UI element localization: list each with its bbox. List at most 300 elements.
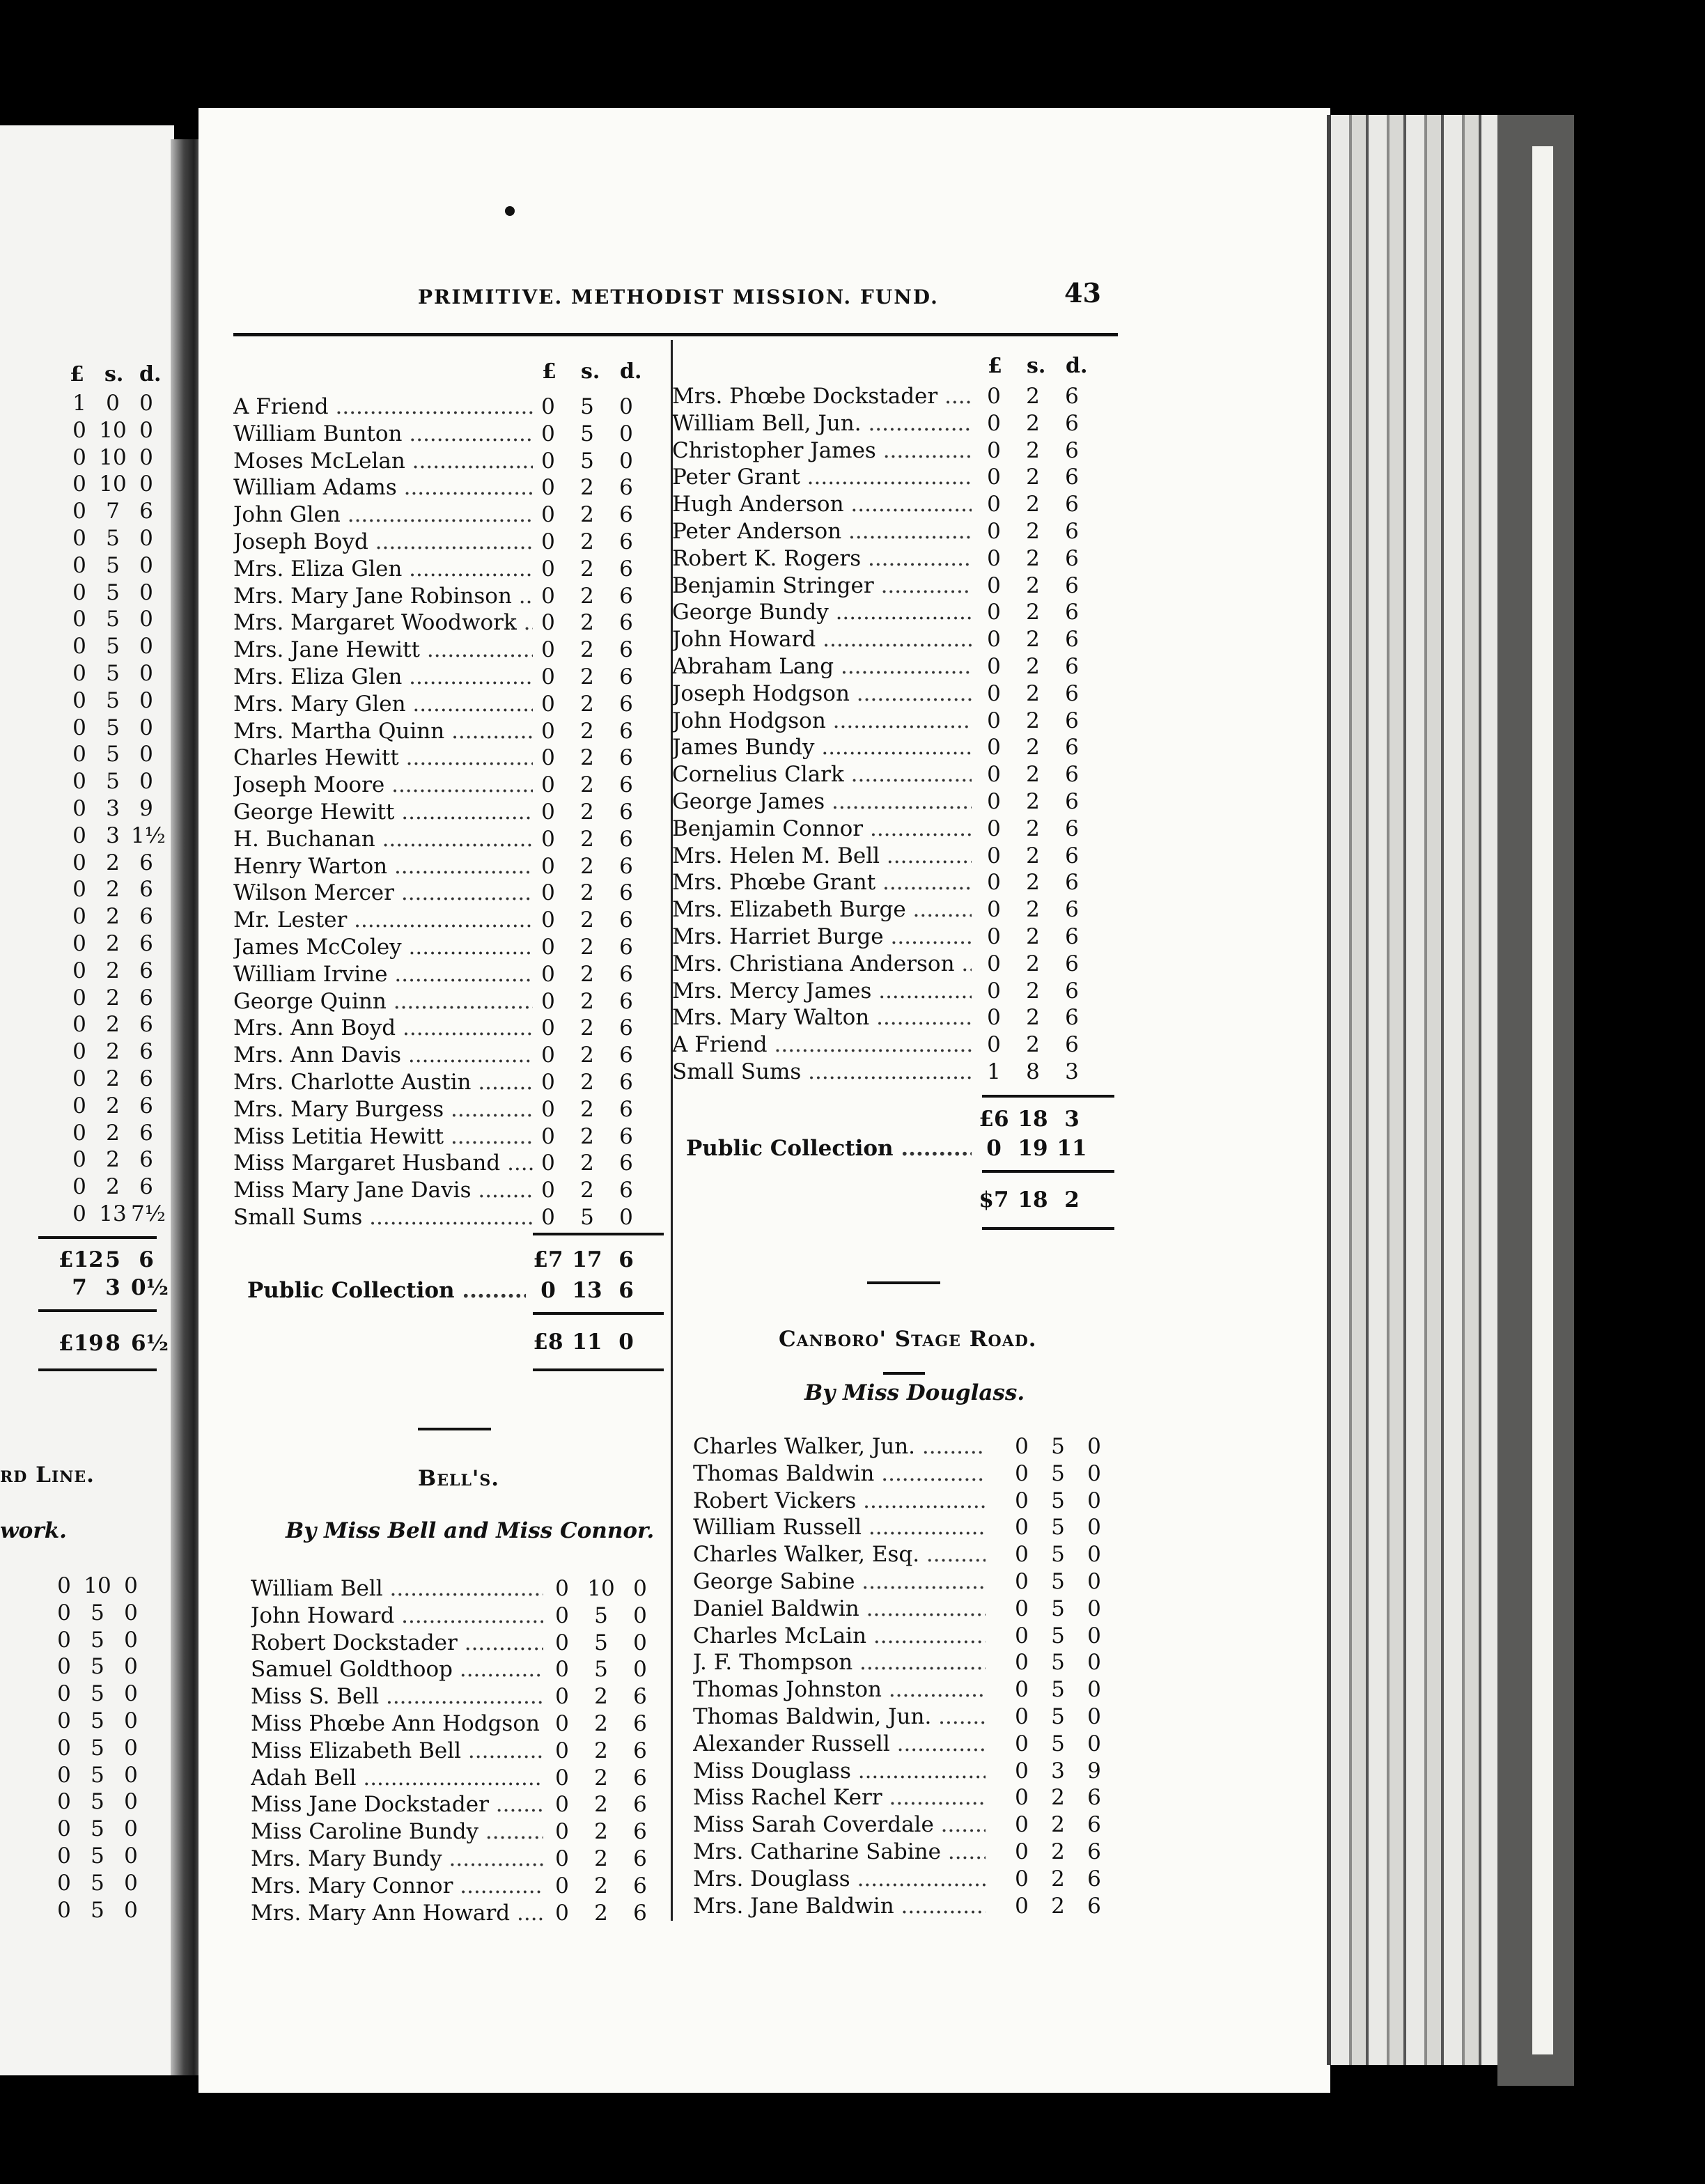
shillings-value: 2 [1026,735,1040,760]
shillings-value: 2 [580,1043,594,1068]
list-item [0,822,164,850]
pence-value: 0 [139,607,153,632]
contributor-name: Cornelius Clark ..... [672,761,972,788]
shillings-value: 2 [1026,437,1040,463]
contributor-name: Mrs. Mercy James ..... [672,978,972,1005]
pence-value: 6 [633,1738,647,1763]
shillings-value: 2 [1026,951,1040,976]
list-item [0,741,164,768]
shillings-value: 5 [106,634,120,660]
pounds-value: 0 [72,499,86,524]
shillings-value: 5 [91,1654,104,1680]
contributor-name: Miss Margaret Husband ..... [233,1150,533,1177]
shillings-value: 5 [1051,1515,1065,1540]
shillings-value: 5 [106,715,120,740]
pounds-value: 0 [541,637,555,663]
shillings-value: 5 [1051,1677,1065,1703]
shillings-value: 2 [594,1765,608,1791]
list-item [0,1146,164,1173]
pounds-value: 0 [72,1066,86,1091]
shillings-value: 2 [1026,572,1040,598]
pence-value: 6 [619,745,633,771]
pounds-value: 0 [72,985,86,1011]
pence-value: 7½ [131,1201,166,1226]
pounds-value: 0 [57,1789,71,1815]
list-item [672,708,1096,735]
shillings-value: 5 [91,1735,104,1761]
shillings-value: 5 [91,1816,104,1842]
pounds-value: 0 [987,708,1001,733]
pounds-value: 0 [541,961,555,987]
contributor-name: Mrs. Elizabeth Burge ..... [672,896,972,923]
pence-value: 0 [1087,1515,1101,1540]
shillings-value: 2 [580,745,594,771]
shillings-value: 2 [1051,1839,1065,1864]
pence-value: 6 [1065,492,1079,517]
pounds-value: 0 [555,1657,569,1683]
pounds-value: 0 [987,492,1001,517]
contributor-name: Mrs. Martha Quinn ..... [233,718,533,745]
pounds-value: 0 [57,1735,71,1761]
shillings-value: 2 [106,1039,120,1065]
shillings-value: 5 [106,742,120,767]
pence-value: 6 [619,826,633,852]
list-item [0,1627,149,1654]
contributor-name: Samuel Goldthoop ..... [251,1656,543,1683]
pounds-value: 0 [555,1846,569,1871]
pence-value: 0 [139,687,153,713]
pounds-value: 0 [57,1627,71,1653]
contributor-name: Mrs. Douglass ..... [693,1866,986,1893]
section-title: Bell's. [418,1466,500,1491]
pounds-value: 0 [72,687,86,713]
contributor-name: Mrs. Mary Glen ..... [233,691,533,718]
pence-value: 6 [619,502,633,528]
shillings-value: 5 [1051,1623,1065,1648]
pounds-value: 1 [987,1059,1001,1084]
pounds-value: 0 [987,600,1001,625]
list-item [0,1600,149,1627]
pence-value: 6 [139,1066,153,1091]
list-item [251,1656,664,1683]
shillings-value: 2 [580,1150,594,1176]
list-item [233,772,650,799]
list-item [693,1703,1115,1731]
pence-value: 6 [619,772,633,798]
list-item [693,1514,1115,1541]
list-item [672,788,1096,816]
contributor-name: Mrs. Mary Ann Howard ..... [251,1900,543,1927]
contributor-name: Mrs. Mary Connor ..... [251,1873,543,1900]
shillings-value: 5 [580,421,594,446]
list-item [0,930,164,958]
shillings-value: 2 [1026,1032,1040,1058]
pence-value: 6 [619,988,633,1014]
pence-value: 6 [139,1174,153,1200]
pence-value: 6 [1065,654,1079,679]
list-item [0,525,164,552]
pounds-value: 0 [57,1870,71,1896]
pence-value: 6 [1065,870,1079,896]
pounds-value: 0 [987,465,1001,490]
list-item [0,795,164,822]
shillings-value: 2 [106,904,120,930]
pounds-header: £ [988,354,1002,378]
contributor-name: Small Sums ..... [672,1059,972,1086]
shillings-value: 2 [594,1792,608,1818]
pounds-value: 0 [541,853,555,879]
pence-value: 6 [633,1873,647,1898]
shillings-value: 2 [1051,1812,1065,1838]
pounds-value: £6 [979,1107,1009,1132]
pence-value: 6 [619,1015,633,1041]
total-row [0,1330,169,1357]
list-item [693,1541,1115,1568]
pence-value: 6 [139,1247,154,1272]
list-item [233,880,650,907]
pence-value: 6 [1065,843,1079,868]
contributor-name: John Hodgson ..... [672,708,972,735]
list-item [672,816,1096,843]
list-item [672,1031,1096,1059]
list-item [0,958,164,985]
pence-value: 6 [139,1093,153,1118]
contributor-name: William Irvine ..... [233,961,533,988]
pounds-value: 7 [72,1275,87,1300]
pence-value: 6 [1065,680,1079,706]
pence-value: 6 [1065,708,1079,733]
list-item [233,691,650,718]
pounds-value: 0 [987,789,1001,814]
pence-value: 6 [139,985,153,1011]
pounds-value: 0 [57,1600,71,1625]
pence-value: 6 [1065,465,1079,490]
pounds-value: 0 [1015,1596,1029,1621]
shillings-value: 2 [580,475,594,501]
shillings-value: 2 [1051,1866,1065,1892]
shillings-value: 2 [594,1900,608,1926]
pence-value: 6 [1065,410,1079,436]
shillings-value: 2 [594,1819,608,1845]
pounds-value: 0 [541,1178,555,1203]
shillings-value: 3 [106,796,120,821]
pence-value: 6 [139,904,153,930]
list-item [233,421,650,448]
shillings-value: 2 [580,907,594,933]
pounds-value: 0 [987,735,1001,760]
pence-value: 0 [633,1602,647,1628]
shillings-value: 2 [1026,600,1040,625]
shillings-value: 5 [105,1247,120,1272]
list-item [0,390,164,417]
pence-value: 6 [1065,519,1079,544]
contributor-name: Miss Sarah Coverdale ..... [693,1811,986,1839]
shillings-value: 5 [1051,1488,1065,1513]
pence-value: 6 [1065,762,1079,788]
pounds-value: 0 [57,1762,71,1788]
shillings-value: 5 [91,1789,104,1815]
shillings-value: 2 [1026,410,1040,436]
shillings-value: 2 [1026,843,1040,868]
pence-value: 0 [124,1708,138,1733]
shillings-value: 10 [84,1573,111,1598]
list-item [233,1123,650,1150]
list-item [0,660,164,687]
pounds-value: 0 [1015,1758,1029,1784]
pounds-value: 0 [541,610,555,636]
pounds-value: 0 [541,1070,555,1095]
shillings-value: 2 [1026,680,1040,706]
shillings-value: 5 [1051,1569,1065,1594]
pounds-value: 0 [57,1654,71,1680]
list-item [233,826,650,853]
pence-value: 0 [1087,1704,1101,1729]
shillings-value: 2 [1026,545,1040,571]
shillings-value: 5 [1051,1704,1065,1729]
pence-value: 6 [1065,789,1079,814]
pence-value: 0 [618,1329,634,1355]
contributor-name: Mrs. Jane Hewitt ..... [233,637,533,664]
contributor-name: John Glen ..... [233,501,533,529]
contributor-name: Miss Rachel Kerr ..... [693,1784,986,1811]
list-item [251,1710,664,1738]
public-collection-row [686,1135,1096,1162]
pounds-value: 0 [541,691,555,717]
list-item [0,1038,164,1066]
contributor-name: Mrs. Charlotte Austin ..... [233,1069,533,1096]
pence-value: 6 [619,880,633,906]
pounds-value: 0 [72,715,86,740]
pounds-value: 0 [987,1032,1001,1058]
pence-value: 0½ [131,1275,169,1300]
shillings-value: 2 [106,850,120,875]
list-item [693,1596,1115,1623]
pounds-value: 0 [541,583,555,609]
shillings-value: 5 [106,687,120,713]
shillings-value: 2 [1026,978,1040,1004]
list-item [251,1630,664,1657]
pounds-value: 0 [987,978,1001,1004]
pence-value: 0 [124,1843,138,1869]
pounds-value: 0 [541,826,555,852]
pounds-value: 0 [72,904,86,930]
pounds-value: 0 [541,880,555,906]
contributor-name: Small Sums ..... [233,1204,533,1231]
pounds-value: 0 [987,654,1001,679]
pounds-value: 0 [1015,1839,1029,1864]
contributor-name: Moses McLelan ..... [233,448,533,475]
pence-value: 6 [139,1012,153,1038]
shillings-value: 2 [106,958,120,983]
list-item [0,1201,164,1228]
shillings-value: 5 [91,1897,104,1923]
contributor-name: Benjamin Stringer ..... [672,572,972,600]
subtotal-row [672,1106,1096,1133]
pence-value: 6 [1065,572,1079,598]
pence-value: 6 [633,1711,647,1736]
pence-value: 3 [1064,1107,1080,1132]
shillings-value: 13 [99,1201,127,1226]
pence-value: 0 [139,417,153,443]
list-item [672,437,1096,465]
pence-value: 0 [124,1870,138,1896]
pounds-value: 0 [541,1123,555,1149]
pence-value: 6 [619,1123,633,1149]
pence-value: 6 [619,1070,633,1095]
list-item [0,1173,164,1201]
list-item [233,799,650,826]
pence-value: 6 [1087,1785,1101,1811]
contributor-name: Mrs. Eliza Glen ..... [233,664,533,691]
shillings-value: 10 [99,471,127,497]
list-item [0,715,164,742]
contributor-name: Thomas Baldwin ..... [693,1460,986,1488]
pence-value: 0 [619,394,633,419]
contributor-name: William Adams ..... [233,474,533,501]
pence-value: 0 [633,1576,647,1601]
shillings-value: 2 [580,1123,594,1149]
list-item [0,1708,149,1735]
pounds-value: 0 [1015,1704,1029,1729]
pounds-value: 0 [72,417,86,443]
contributor-name: Thomas Johnston ..... [693,1676,986,1703]
pounds-value: 0 [541,448,555,474]
shillings-value: 2 [580,1070,594,1095]
list-item [233,529,650,556]
pounds-value: 0 [541,529,555,554]
pounds-value: 0 [72,1174,86,1200]
shillings-value: 8 [1026,1059,1040,1084]
shillings-value: 19 [1018,1136,1048,1161]
shillings-value: 2 [1026,924,1040,949]
shillings-value: 11 [572,1329,602,1355]
pounds-header: £ [70,362,84,387]
contributor-name: Robert Vickers ..... [693,1488,986,1515]
list-item [672,869,1096,896]
pounds-value: 0 [541,1205,555,1230]
contributor-name: Mrs. Mary Bundy ..... [251,1846,543,1873]
contributor-name: Charles Walker, Esq. ..... [693,1541,986,1568]
pence-value: 0 [124,1681,138,1707]
collection-label: Public Collection ..... [686,1135,972,1162]
contributor-name: Peter Grant ..... [672,464,972,491]
pence-value: 6 [1087,1812,1101,1838]
shillings-value: 5 [1051,1650,1065,1676]
list-item [233,474,650,501]
pence-value: 0 [124,1735,138,1761]
pence-value: 0 [1087,1596,1101,1621]
shillings-value: 2 [594,1738,608,1763]
pounds-value: 0 [72,850,86,875]
pence-value: 0 [124,1897,138,1923]
list-item [0,1066,164,1093]
shillings-value: 2 [580,556,594,582]
pence-value: 6 [1065,924,1079,949]
pence-value: 0 [1087,1542,1101,1568]
shillings-value: 8 [105,1331,120,1356]
pence-header: d. [620,359,642,384]
pence-value: 6½ [131,1331,169,1356]
pounds-value: 0 [1015,1650,1029,1676]
pounds-value: 0 [72,444,86,470]
list-item [0,768,164,795]
contributor-name: Miss S. Bell ..... [251,1683,543,1710]
pounds-value: 0 [1015,1434,1029,1459]
pounds-value: 0 [555,1711,569,1736]
shillings-value: 2 [1051,1893,1065,1919]
pounds-value: £7 [533,1247,563,1272]
list-item [0,498,164,525]
contributor-name: Miss Mary Jane Davis ..... [233,1177,533,1204]
pounds-value: 0 [555,1630,569,1655]
list-item [233,1096,650,1123]
total-underline [533,1368,664,1371]
list-item [693,1568,1115,1596]
shillings-value: 2 [1026,1005,1040,1031]
list-item [693,1811,1115,1839]
pence-value: 0 [1087,1731,1101,1756]
pence-value: 6 [619,583,633,609]
shillings-value: 5 [1051,1542,1065,1568]
contributor-name: Charles Walker, Jun. ..... [693,1433,986,1460]
shillings-value: 2 [594,1711,608,1736]
pounds-value: £12 [59,1247,104,1272]
contributor-name: Miss Phœbe Ann Hodgson ..... [251,1710,543,1738]
shillings-value: 5 [106,552,120,578]
list-item [0,985,164,1012]
pence-value: 0 [139,471,153,497]
pounds-value: 0 [1015,1515,1029,1540]
pence-header: d. [139,362,162,387]
contributor-name: Mr. Lester ..... [233,907,533,934]
pounds-value: 0 [1015,1569,1029,1594]
pounds-value: 0 [1015,1488,1029,1513]
shillings-value: 3 [1051,1758,1065,1784]
list-item [233,637,650,664]
pounds-value: 0 [541,745,555,771]
pounds-value: 0 [555,1576,569,1601]
page-number: 43 [1064,277,1101,309]
pounds-value: 0 [72,579,86,605]
shillings-value: 2 [1026,384,1040,409]
list-item [0,1788,149,1816]
contributor-name: Mrs. Jane Baldwin ..... [693,1893,986,1920]
public-collection-row [247,1277,650,1304]
pounds-value: 0 [541,907,555,933]
pounds-value: 0 [987,545,1001,571]
pence-value: 0 [619,1205,633,1230]
shillings-value: 5 [1051,1460,1065,1486]
shillings-value: 2 [106,1174,120,1200]
pounds-value: 0 [555,1738,569,1763]
pounds-value: 0 [1015,1866,1029,1892]
pence-value: 6 [619,529,633,554]
shillings-value: 5 [1051,1596,1065,1621]
title-dash [883,1372,925,1375]
list-item [233,718,650,745]
shillings-value: 2 [580,826,594,852]
contributor-name: Peter Anderson ..... [672,518,972,545]
cover-inner-edge [1532,146,1553,2054]
pounds-value: 0 [72,607,86,632]
shillings-value: 10 [587,1576,615,1601]
shillings-value: 0 [106,391,120,416]
pence-value: 6 [619,637,633,663]
pounds-value: 0 [555,1873,569,1898]
list-item [693,1893,1115,1920]
list-item [693,1676,1115,1703]
pounds-value: 0 [72,769,86,795]
